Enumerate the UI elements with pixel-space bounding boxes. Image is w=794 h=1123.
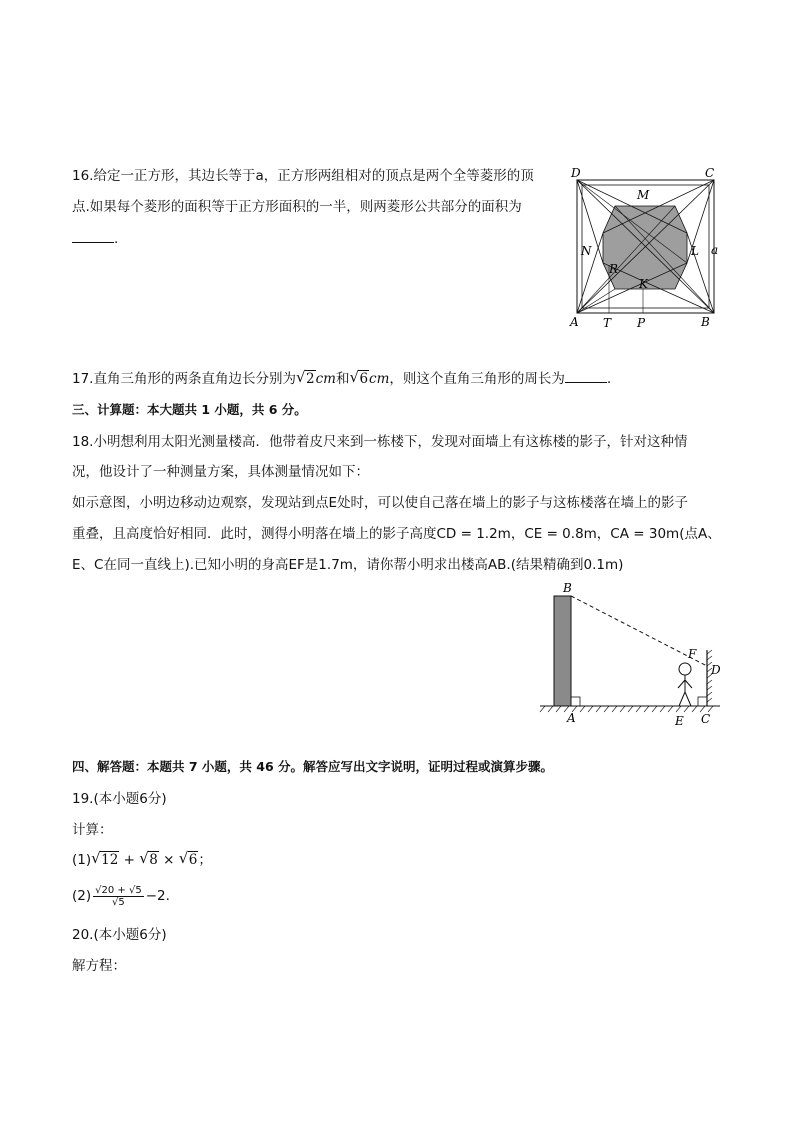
section-4-heading: 四、解答题：本题共 7 小题，共 46 分。解答应写出文字说明，证明过程或演算步骤。 [72, 759, 554, 774]
q18-line-4: 重叠，且高度恰好相同．此时，测得小明落在墙上的影子高度CD = 1.2m，CE = 0.8m，CA = 30m(点A、 [72, 526, 721, 542]
label-L: L [691, 244, 699, 258]
label-B: B [701, 315, 710, 329]
label-D: D [571, 166, 581, 180]
label-F: F [688, 647, 697, 661]
q18-line-2: 况，他设计了一种测量方案，具体测量情况如下： [72, 464, 369, 480]
q19-part-2: (2) $\frac{√20 + √5}{√5}$ −2. [72, 884, 170, 908]
label-M: M [637, 188, 650, 202]
q18-line-3: 如示意图，小明边移动边观察，发现站到点E处时，可以使自己落在墙上的影子与这栋楼落在墙上的影子 [72, 495, 689, 511]
q20-title: 20.(本小题6分) [72, 927, 167, 943]
q16-square-figure [565, 165, 725, 335]
label-K: K [639, 277, 648, 291]
label-C: C [701, 712, 711, 726]
label-C: C [705, 166, 715, 180]
section-3-heading: 三、计算题：本大题共 1 小题，共 6 分。 [72, 402, 307, 417]
q18-shadow-figure [535, 578, 730, 733]
q16-line-2: 点.如果每个菱形的面积等于正方形面积的一半，则两菱形公共部分的面积为 [72, 199, 522, 215]
label-E: E [675, 714, 684, 728]
label-N: N [581, 244, 592, 258]
label-P: P [637, 316, 646, 330]
q19-part-1: (1) √ 12 + √ 8 × √ 6； [72, 849, 212, 868]
q18-line-1: 18.小明想利用太阳光测量楼高．他带着皮尺来到一栋楼下，发现对面墙上有这栋楼的影子，针对这种情 [72, 434, 688, 450]
label-A: A [570, 315, 579, 329]
answer-blank [565, 368, 607, 383]
label-A: A [567, 711, 576, 725]
q18-line-5: E、C在同一直线上).已知小明的身高EF是1.7m，请你帮小明求出楼高AB.(结果精确到0.1m) [72, 557, 624, 573]
label-a: a [711, 243, 719, 257]
q19-title: 19.(本小题6分) [72, 791, 167, 807]
q20-instruction: 解方程： [72, 958, 126, 974]
answer-blank [72, 228, 114, 243]
q19-instruction: 计算： [72, 822, 113, 838]
label-T: T [603, 316, 612, 330]
label-D: D [711, 663, 721, 677]
label-B: B [563, 581, 572, 595]
q16-line-3: . [72, 228, 118, 249]
q16-line-1: 16.给定一正方形，其边长等于a，正方形两组相对的顶点是两个全等菱形的顶 [72, 168, 534, 184]
fraction: $\frac{√20 + √5}{√5}$ [95, 884, 142, 908]
q17-line: 17.直角三角形的两条直角边长分别为 √ 2cm和 √ 6cm，则这个直角三角形的周长为 . [72, 368, 612, 387]
label-R: R [609, 262, 619, 276]
